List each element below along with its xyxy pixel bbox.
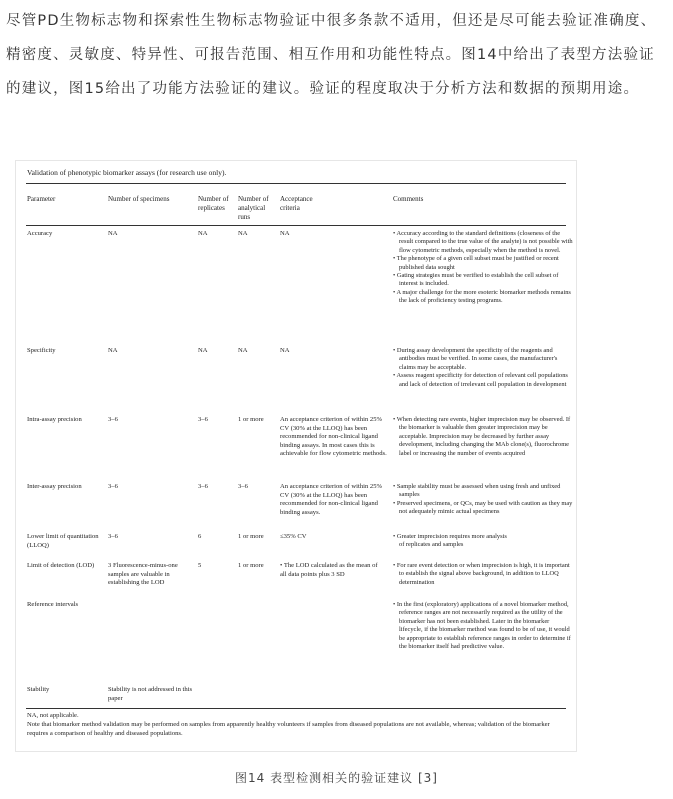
row-accuracy-acceptance: NA <box>280 230 290 237</box>
row-inter-comments <box>393 483 573 517</box>
row-accuracy-parameter: Accuracy <box>27 230 53 237</box>
row-intra-specimens: 3–6 <box>108 416 118 423</box>
comment-item: • When detecting rare events, higher imprecision may be observed. If the biomarker is valuable then greater imprecision may be acceptable. Imprecision may be decreased by further assay development, including changing the MAb clone(s), fluorochrome label or increasing the number of events acquired <box>393 416 571 457</box>
row-inter-replicates: 3–6 <box>198 483 208 490</box>
row-lloq-comments <box>393 533 513 550</box>
footnote-validation: Note that biomarker method validation may be performed on samples from apparently healthy volunteers if samples from diseased populations are not available, whereas; validation of the biomarker requires a comparison of healthy and diseased populations. <box>27 721 550 737</box>
comment-item: • Greater imprecision requires more analysis of replicates and samples <box>393 533 507 549</box>
row-intra-replicates: 3–6 <box>198 416 208 423</box>
row-specificity-acceptance: NA <box>280 347 290 354</box>
header-parameter: Parameter <box>27 195 56 203</box>
header-acceptance: Acceptance criteria <box>280 195 313 212</box>
header-bottom-rule <box>26 225 566 226</box>
row-lod-acceptance: • The LOD calculated as the mean of all data points plus 3 SD <box>280 562 378 578</box>
comment-item: • Gating strategies must be verified to establish the cell subset of interest is included. <box>393 272 559 288</box>
row-stability-specimens: Stability is not addressed in this paper <box>108 686 193 702</box>
row-intra-comments <box>393 416 573 458</box>
row-inter-parameter: Inter-assay precision <box>27 483 82 490</box>
comment-item: • Preserved specimens, or QCs, may be used with caution as they may not adequately mimic actual specimens <box>393 499 573 516</box>
row-accuracy-replicates: NA <box>198 230 208 237</box>
row-inter-runs: 3–6 <box>238 483 248 490</box>
header-specimens: Number of specimens <box>108 195 170 203</box>
row-lloq-acceptance: ≤35% CV <box>280 533 307 540</box>
validation-table-figure <box>15 160 577 752</box>
row-specificity-parameter: Specificity <box>27 347 56 354</box>
header-runs: Number of analytical runs <box>238 195 269 221</box>
row-lod-parameter: Limit of detection (LOD) <box>27 562 95 569</box>
comment-item: • Sample stability must be assessed when using fresh and unfixed samples <box>393 483 561 499</box>
row-reference-comments <box>393 601 573 651</box>
comment-item: • Accuracy according to the standard definitions (closeness of the result compared to the true value of the analyte) is not possible with flow cytometric methods, especially when the method is novel. <box>393 230 573 254</box>
comment-item: • The phenotype of a given cell subset must be justified or recent published data sought <box>393 255 559 271</box>
row-specificity-specimens: NA <box>108 347 118 354</box>
row-intra-acceptance: An acceptance criterion of within 25% CV (30% at the LLOQ) has been recommended for non-clinical ligand binding assays. In most cases this is achievable for flow cytometric methods. <box>280 416 387 458</box>
row-lod-specimens: 3 Fluorescence-minus-one samples are valuable in establishing the LOD <box>108 562 178 587</box>
footnote-na: NA, not applicable. <box>27 712 79 719</box>
row-intra-runs: 1 or more <box>238 416 264 423</box>
comment-item: • A major challenge for the more esoteric biomarker methods remains the lack of proficiency testing programs. <box>393 288 571 305</box>
table-title: Validation of phenotypic biomarker assays (for research use only). <box>27 168 227 177</box>
row-lod-replicates: 5 <box>198 562 202 569</box>
row-specificity-replicates: NA <box>198 347 208 354</box>
comment-item: • For rare event detection or when imprecision is high, it is important to establish the signal above background, in addition to LLOQ determination <box>393 562 570 586</box>
row-lloq-specimens: 3–6 <box>108 533 118 540</box>
row-lod-comments <box>393 562 573 587</box>
row-lloq-parameter: Lower limit of quantitation (LLOQ) <box>27 533 99 549</box>
header-comments: Comments <box>393 195 424 203</box>
table-top-rule <box>26 183 566 184</box>
comment-item: • In the first (exploratory) applications of a novel biomarker method, reference ranges are not necessarily required as the utility of the biomarker has not been established. Later in the biomarker lifecycle, if the biomarker method was found to be of use, it would be appropriate to establish reference ranges in order to determine if the biomarker itself had predictive value. <box>393 601 571 651</box>
row-intra-parameter: Intra-assay precision <box>27 416 82 423</box>
figure-caption: 图14 表型检测相关的验证建议 [3] <box>235 771 438 785</box>
table-bottom-rule <box>26 708 566 709</box>
row-accuracy-specimens: NA <box>108 230 118 237</box>
header-replicates: Number of replicates <box>198 195 229 212</box>
comment-item: • During assay development the specificity of the reagents and antibodies must be verified. In some cases, the manufacturer's claims may be acceptable. <box>393 347 558 371</box>
row-reference-parameter: Reference intervals <box>27 601 79 608</box>
comment-item: • Assess reagent specificity for detection of relevant cell populations and lack of detection of irrelevant cell population in development <box>393 372 568 388</box>
row-lloq-replicates: 6 <box>198 533 202 540</box>
row-lod-runs: 1 or more <box>238 562 264 569</box>
row-inter-specimens: 3–6 <box>108 483 118 490</box>
row-specificity-comments <box>393 347 573 389</box>
row-specificity-runs: NA <box>238 347 248 354</box>
row-accuracy-comments <box>393 230 573 306</box>
row-accuracy-runs: NA <box>238 230 248 237</box>
row-inter-acceptance: An acceptance criterion of within 25% CV (30% at the LLOQ) has been recommended for non-clinical ligand binding assays. <box>280 483 382 516</box>
row-lloq-runs: 1 or more <box>238 533 264 540</box>
row-stability-parameter: Stability <box>27 686 50 693</box>
intro-paragraph: 尽管PD生物标志物和探索性生物标志物验证中很多条款不适用，但还是尽可能去验证准确度、精密度、灵敏度、特异性、可报告范围、相互作用和功能性特点。图14中给出了表型方法验证的建议，图15给出了功能方法验证的建议。验证的程度取决于分析方法和数据的预期用途。 <box>6 13 657 97</box>
